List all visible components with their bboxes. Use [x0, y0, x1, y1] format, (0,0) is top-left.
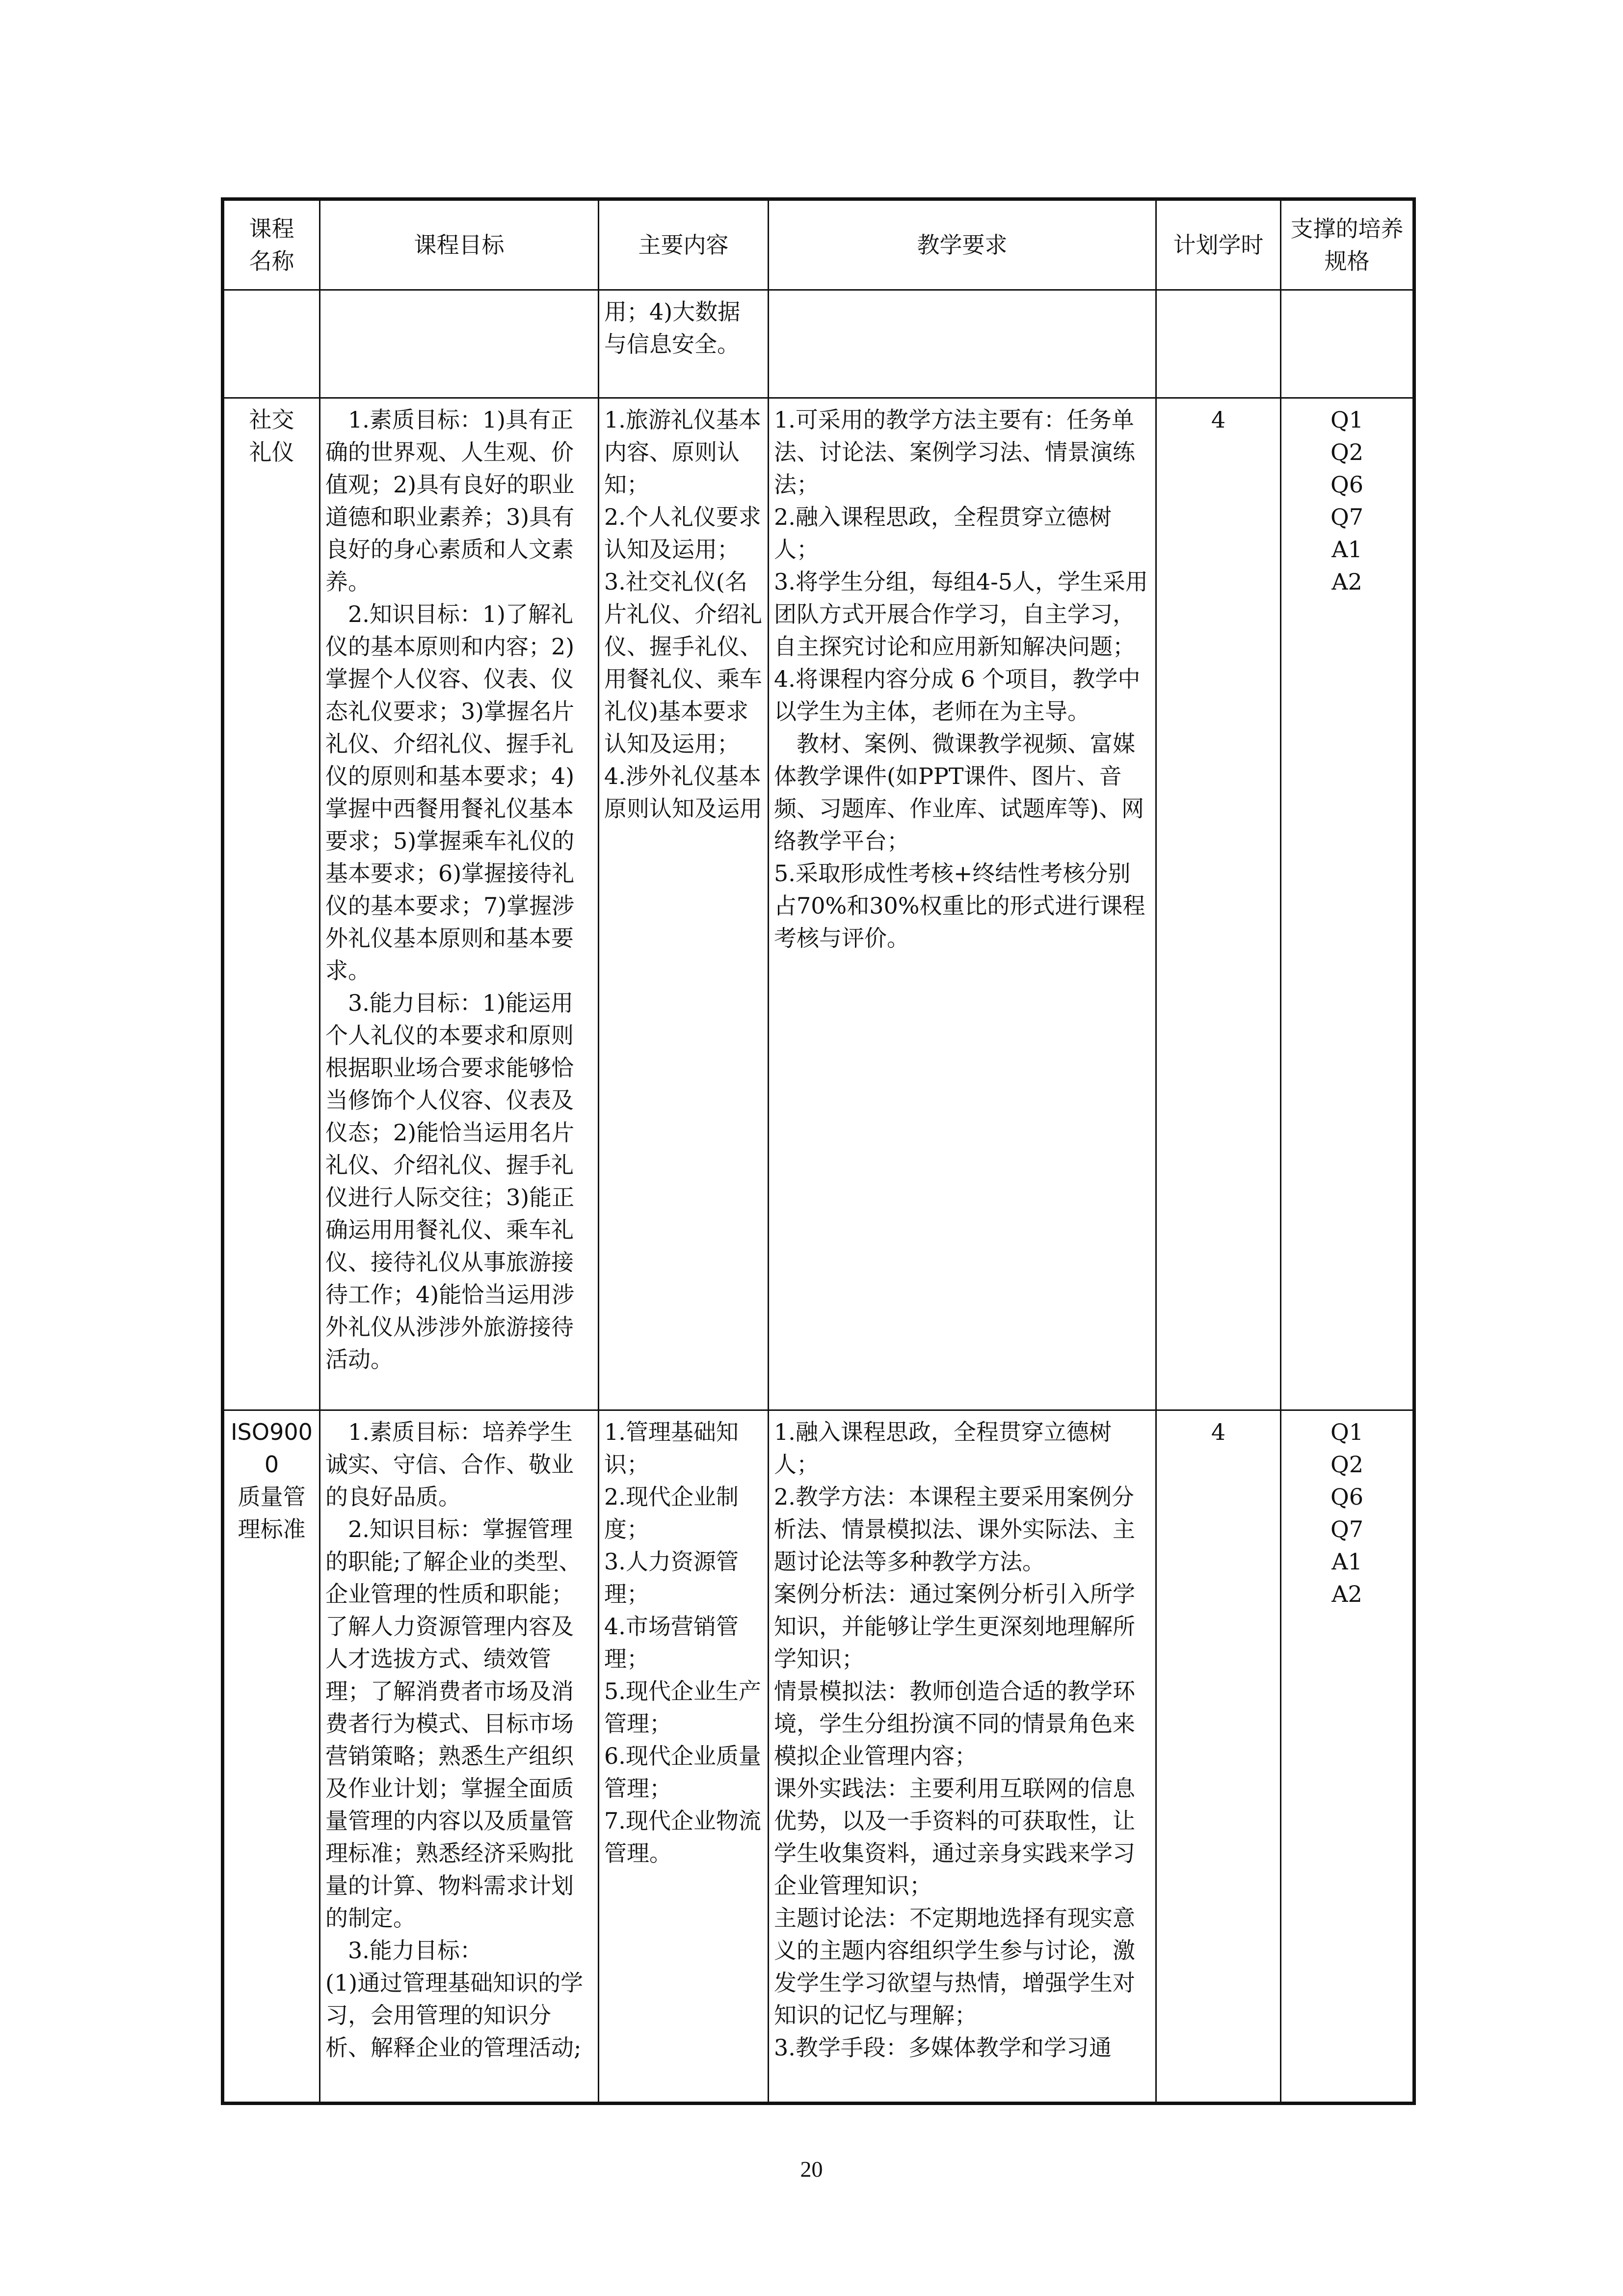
header-planned-hours: 计划学时	[1156, 199, 1281, 290]
cell-planned-hours: 4	[1156, 1410, 1281, 2104]
cell-goal-empty	[320, 290, 599, 398]
cell-main-content: 1.管理基础知识； 2.现代企业制度； 3.人力资源管理； 4.市场营销管理； 5.现代企业生产管理； 6.现代企业质量管理； 7.现代企业物流管理。	[599, 1410, 769, 2104]
cell-supported-specs: Q1 Q2 Q6 Q7 A1 A2	[1281, 398, 1414, 1410]
page-number: 20	[800, 2157, 823, 2182]
header-supported-specs: 支撑的培养 规格	[1281, 199, 1414, 290]
table-header-row	[223, 199, 1414, 290]
cell-planned-hours: 4	[1156, 398, 1281, 1410]
cell-name-empty	[223, 290, 320, 398]
header-course-goal: 课程目标	[320, 199, 599, 290]
cell-spec-empty	[1281, 290, 1414, 398]
cell-main-content: 1.旅游礼仪基本内容、原则认知； 2.个人礼仪要求认知及运用； 3.社交礼仪(名片礼仪、介绍礼仪、握手礼仪、用餐礼仪、乘车礼仪)基本要求认知及运用； 4.涉外礼仪基本原则认知及运用	[599, 398, 769, 1410]
table-row-social-etiquette	[223, 398, 1414, 1410]
cell-supported-specs: Q1 Q2 Q6 Q7 A1 A2	[1281, 1410, 1414, 2104]
cell-course-name: 社交 礼仪	[223, 398, 320, 1410]
header-main-content: 主要内容	[599, 199, 769, 290]
cell-requirements-empty	[769, 290, 1156, 398]
cell-teaching-requirements: 1.融入课程思政，全程贯穿立德树人； 2.教学方法：本课程主要采用案例分析法、情景模拟法、课外实际法、主题讨论法等多种教学方法。 案例分析法：通过案例分析引入所学知识，并能够让学生更深刻地理解所学知识； 情景模拟法：教师创造合适的教学环境，学生分组扮演不同的情景角色来模拟企业管理内容； 课外实践法：主要利用互联网的信息优势，以及一手资料的可获取性，让学生收集资料，通过亲身实践来学习企业管理知识； 主题讨论法：不定期地选择有现实意义的主题内容组织学生参与讨论，激发学生学习欲望与热情，增强学生对知识的记忆与理解； 3.教学手段：多媒体教学和学习通	[769, 1410, 1156, 2104]
cell-course-goal: 1.素质目标：1)具有正确的世界观、人生观、价值观；2)具有良好的职业道德和职业素养；3)具有良好的身心素质和人文素养。 2.知识目标：1)了解礼仪的基本原则和内容；2)掌握个人仪容、仪表、仪态礼仪要求；3)掌握名片礼仪、介绍礼仪、握手礼仪的原则和基本要求；4)掌握中西餐用餐礼仪基本要求；5)掌握乘车礼仪的基本要求；6)掌握接待礼仪的基本要求；7)掌握涉外礼仪基本原则和基本要求。 3.能力目标：1)能运用个人礼仪的本要求和原则根据职业场合要求能够恰当修饰个人仪容、仪表及仪态；2)能恰当运用名片礼仪、介绍礼仪、握手礼仪进行人际交往；3)能正确运用用餐礼仪、乘车礼仪、接待礼仪从事旅游接待工作；4)能恰当运用涉外礼仪从涉涉外旅游接待活动。	[320, 398, 599, 1410]
cell-course-name: ISO9000 质量管 理标准	[223, 1410, 320, 2104]
course-table	[221, 197, 1416, 2105]
table-row-iso9000	[223, 1410, 1414, 2104]
cell-teaching-requirements: 1.可采用的教学方法主要有：任务单法、讨论法、案例学习法、情景演练法； 2.融入课程思政，全程贯穿立德树人； 3.将学生分组，每组4-5人，学生采用团队方式开展合作学习，自主学习，自主探究讨论和应用新知解决问题； 4.将课程内容分成 6 个项目，教学中以学生为主体，老师在为主导。 教材、案例、微课教学视频、富媒体教学课件(如PPT课件、图片、音频、习题库、作业库、试题库等)、网络教学平台； 5.采取形成性考核+终结性考核分别占70%和30%权重比的形式进行课程考核与评价。	[769, 398, 1156, 1410]
table-row-continuation	[223, 290, 1414, 398]
cell-hours-empty	[1156, 290, 1281, 398]
cell-course-goal: 1.素质目标：培养学生诚实、守信、合作、敬业的良好品质。 2.知识目标：掌握管理的职能;了解企业的类型、企业管理的性质和职能；了解人力资源管理内容及人才选拔方式、绩效管理；了解消费者市场及消费者行为模式、目标市场营销策略；熟悉生产组织及作业计划；掌握全面质量管理的内容以及质量管理标准；熟悉经济采购批量的计算、物料需求计划的制定。 3.能力目标： (1)通过管理基础知识的学习，会用管理的知识分析、解释企业的管理活动;	[320, 1410, 599, 2104]
cell-content-continuation: 用；4)大数据 与信息安全。	[599, 290, 769, 398]
header-course-name: 课程 名称	[223, 199, 320, 290]
header-teaching-requirements: 教学要求	[769, 199, 1156, 290]
